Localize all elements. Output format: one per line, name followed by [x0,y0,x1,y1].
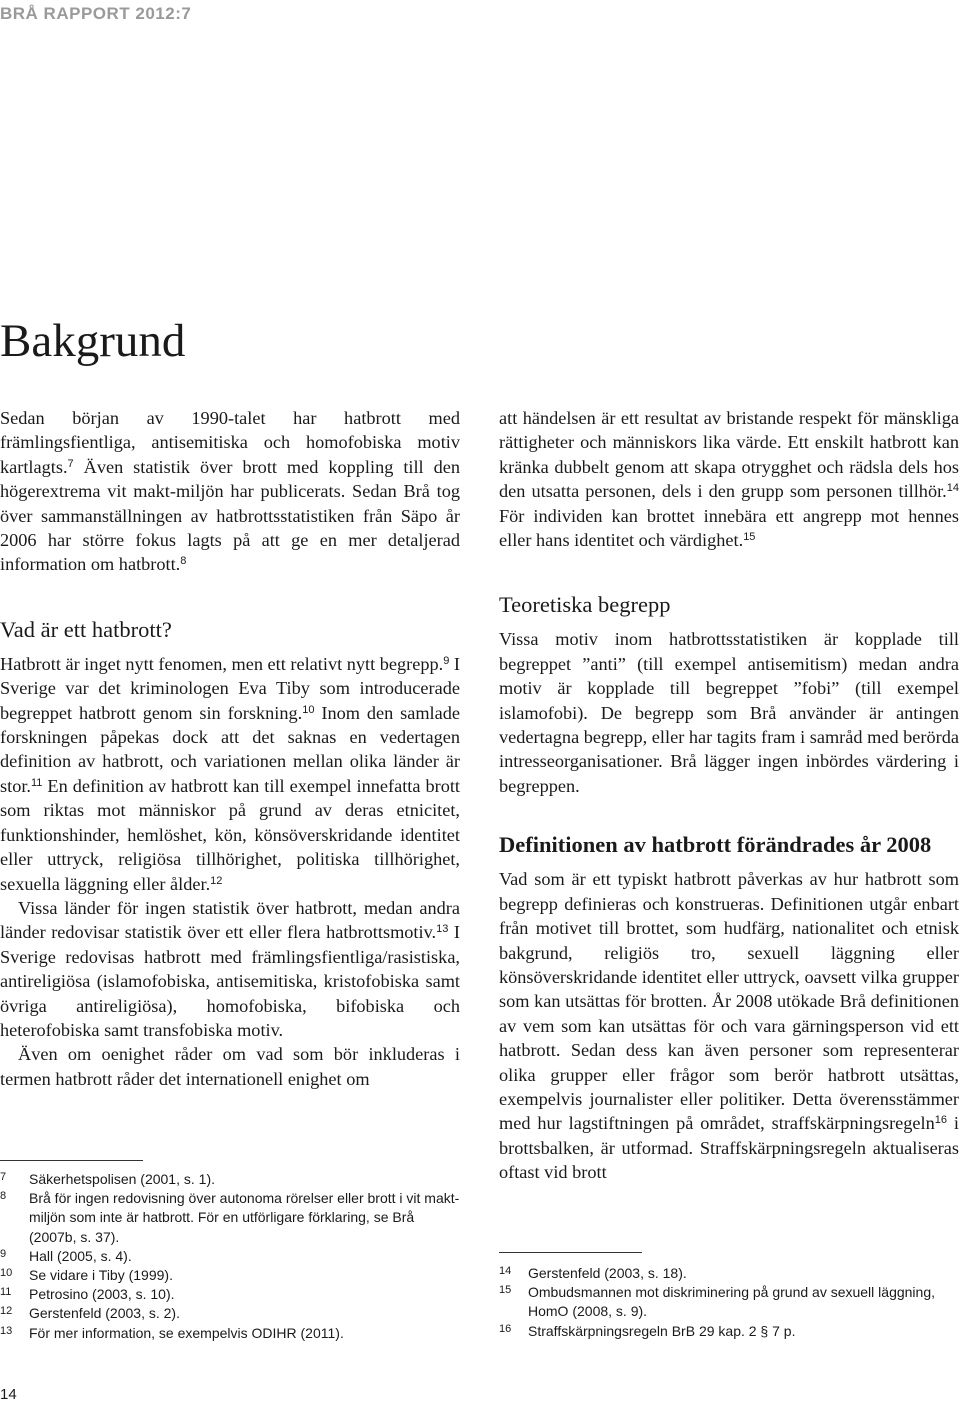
footnote-text: Ombudsmannen mot diskriminering på grund av sexuell läggning, HomO (2008, s. 9). [528,1284,935,1320]
footnote-15 [499,1283,959,1321]
footnote-number: 7 [0,1171,7,1183]
right-paragraph-3 [499,867,959,1184]
chapter-title: Bakgrund [0,315,186,367]
p2-text-2: I Sverige redovisas hatbrott med främlingsfientliga/rasistiska, antireligiösa (islamofobiska, antisemitiska, kristofobiska samt övriga antireligiösa), homofobiska, bifobiska och heterofobiska samt transfobiska motiv. [0,922,460,1040]
p1-text-4: En definition av hatbrott kan till exempel innefatta brott som riktas mot människor på grund av deras etnicitet, funktionshinder, hemlöshet, kön, könsöverskridande identitet eller uttryck, religiösa tillhörighet, politiska tillhörighet, sexuella läggning eller ålder. [0,775,460,894]
p2-text-1: Vissa länder för ingen statistik över hatbrott, medan andra länder redovisar statistik över ett eller flera hatbrottsmotiv. [0,897,460,943]
right-column [499,406,959,1185]
body-paragraph-2 [0,896,460,1042]
footnote-16 [499,1322,959,1341]
footnote-number: 14 [499,1265,512,1277]
footnote-text: För mer information, se exempelvis ODIHR (2011). [29,1324,344,1341]
footnote-ref-8[interactable]: 8 [180,555,187,568]
footnote-ref-9[interactable]: 9 [443,654,450,667]
footnote-8 [0,1189,460,1247]
footnote-text: Hall (2005, s. 4). [29,1247,132,1264]
footnote-number: 11 [0,1286,12,1299]
r1-text-2: För individen kan brottet innebära ett angrepp mot hennes eller hans identitet och värdighet. [499,505,959,551]
section-heading-definitionen: Definitionen av hatbrott förändrades år 2008 [499,832,932,858]
footnote-10 [0,1266,460,1285]
footnote-13 [0,1324,460,1343]
body-paragraph-1 [0,652,460,896]
footnote-11 [0,1285,460,1304]
footnote-number: 10 [0,1267,13,1280]
section-heading-vad: Vad är ett hatbrott? [0,616,172,642]
footnote-7 [0,1170,460,1189]
left-column [0,406,460,1091]
footnote-ref-14[interactable]: 14 [946,482,959,495]
footnote-14 [499,1264,959,1283]
footnote-ref-13[interactable]: 13 [436,923,449,936]
footnote-text: Gerstenfeld (2003, s. 2). [29,1305,180,1322]
footnote-ref-7[interactable]: 7 [67,457,74,470]
p1-text-2: I Sverige var det kriminologen Eva Tiby som introducerade begreppet hatbrott genom sin forskning. [0,653,460,723]
footnote-rule-left [0,1160,143,1161]
footnote-text: Säkerhetspolisen (2001, s. 1). [29,1171,215,1187]
body-paragraph-3: Även om oenighet råder om vad som bör inkluderas i termen hatbrott råder det internationell enighet om [0,1044,460,1089]
footnote-9 [0,1247,460,1266]
footnote-text: Petrosino (2003, s. 10). [29,1286,175,1303]
footnote-12 [0,1304,460,1323]
footnotes-left [0,1170,460,1343]
footnotes-right [499,1264,959,1341]
r3-text-2: i brottsbalken, är utformad. Straffskärpningsregeln aktualiseras oftast vid brott [499,1113,960,1183]
footnote-number: 9 [0,1247,7,1260]
p1-text-3: Inom den samlade forskningen påpekas dock att det saknas en vedertagen definition av hatbrott, och variationen mellan olika länder är stor. [0,702,461,796]
footnote-rule-right [499,1252,642,1253]
r3-text-1: Vad som är ett typiskt hatbrott påverkas av hur hatbrott som begrepp definieras och konstrueras. Definitionen utgår enbart från motivet till brottet, som hudfärg, nationalitet och etnisk bakgrund, religiös tro, sexuell läggning eller könsöverskridande identitet eller uttryck, oavsett vilka grupper som kan utsättas för brotten. År 2008 utökade Brå definitionen av vem som kan utsättas för och vara gärningsperson vid ett hatbrott. Sedan dess kan även personer som representerar olika grupper eller frågor som berör hatbrott utsättas, exempelvis journalister eller politiker. Detta överensstämmer med hur lagstiftningen på området, straffskärpningsregeln [499,869,959,1134]
right-paragraph-2: Vissa motiv inom hatbrottsstatistiken är kopplade till begreppet ”anti” (till exempel antisemitism) medan andra motiv är kopplade till begreppet ”fobi” (till exempel islamofobi). De begrepp som Brå använder är antingen vedertagna begrepp, eller har tagits fram i samråd med berörda intresseorganisationer. Brå lägger ingen inbördes värdering i begreppen. [499,629,959,796]
footnote-ref-12[interactable]: 12 [210,874,223,887]
r1-text-1: att händelsen är ett resultat av bristande respekt för mänskliga rättigheter och människors lika värde. Ett enskilt hatbrott kan kränka dubbelt genom att skapa otrygghet och rädsla dels hos den utsatta personen, dels i den grupp som personen tillhör. [499,408,959,502]
section-heading-teoretiska: Teoretiska begrepp [499,592,671,618]
footnote-text: Se vidare i Tiby (1999). [29,1267,173,1284]
footnote-text: Straffskärpningsregeln BrB 29 kap. 2 § 7 p. [528,1322,796,1339]
footnote-number: 8 [0,1190,7,1203]
right-paragraph-1 [499,406,959,552]
intro-paragraph [0,406,460,577]
footnote-text: Brå för ingen redovisning över autonoma rörelser eller brott i vit makt-miljön som inte är hatbrott. För en utförligare förklaring, se Brå (2007b, s. 37). [29,1190,460,1245]
running-header: BRÅ RAPPORT 2012:7 [0,4,192,23]
page-number: 14 [0,1386,17,1403]
footnote-ref-11[interactable]: 11 [30,776,43,789]
footnote-ref-16[interactable]: 16 [934,1114,948,1127]
footnote-number: 15 [499,1284,512,1297]
footnote-number: 12 [0,1305,13,1318]
intro-text-2: Även statistik över brott med koppling till den högerextrema vit makt-miljön har publicerats. Sedan Brå tog över sammanställningen av hatbrottsstatistiken från Säpo år 2006 har större fokus lagts på att ge en mer detaljerad information om hatbrott. [0,456,460,575]
footnote-ref-15[interactable]: 15 [743,531,756,544]
footnote-number: 16 [499,1322,512,1335]
intro-text-1: Sedan början av 1990-talet har hatbrott med främlingsfientliga, antisemitiska och homofobiska motiv kartlagts. [0,408,460,477]
p1-text-1: Hatbrott är inget nytt fenomen, men ett relativt nytt begrepp. [0,653,444,674]
footnote-number: 13 [0,1324,13,1337]
footnote-text: Gerstenfeld (2003, s. 18). [528,1265,687,1281]
footnote-ref-10[interactable]: 10 [302,703,315,716]
